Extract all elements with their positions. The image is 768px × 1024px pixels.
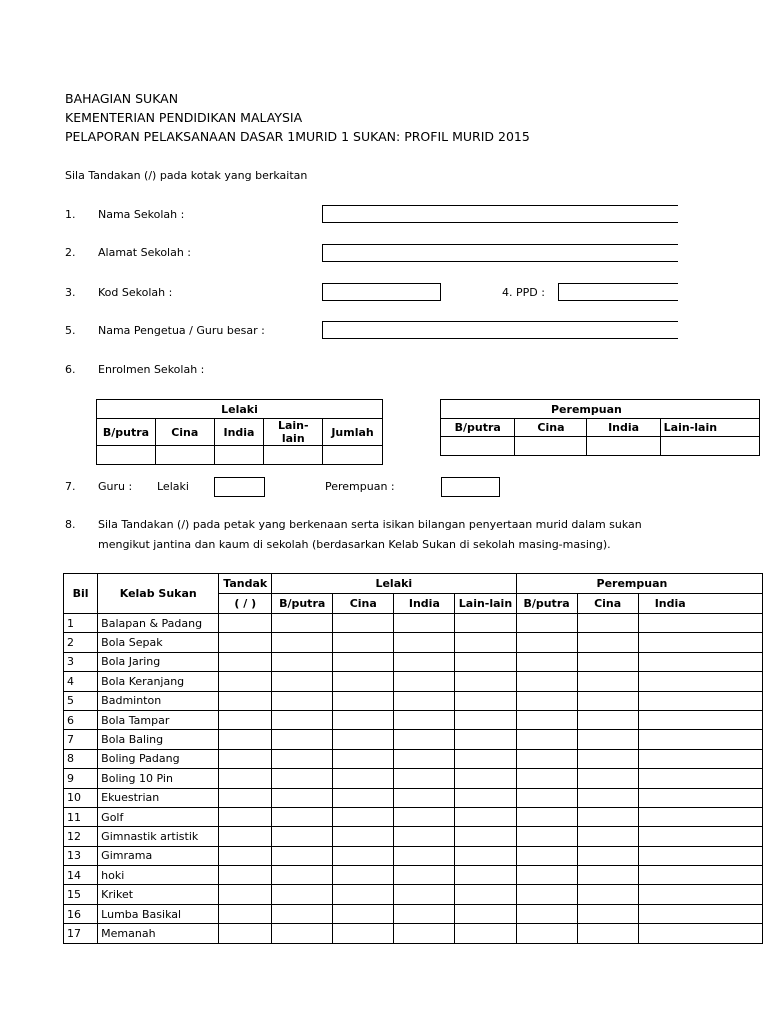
row-male-cina-cell[interactable] <box>333 614 394 633</box>
enrolment-female-col: Cina <box>515 419 587 437</box>
row-male-lainlain-cell[interactable] <box>455 614 516 633</box>
enrolment-male-title: Lelaki <box>97 400 383 419</box>
header-line-3: PELAPORAN PELAKSANAAN DASAR 1MURID 1 SUKAN: PROFIL MURID 2015 <box>65 129 530 144</box>
row-tandak-cell[interactable] <box>219 866 272 885</box>
row-female-bputra-cell[interactable] <box>516 846 577 865</box>
row-kelab-sukan: Boling 10 Pin <box>98 769 219 788</box>
row-tandak-cell[interactable] <box>219 924 272 943</box>
row-male-bputra-cell[interactable] <box>272 769 333 788</box>
q7-number: 7. <box>65 480 76 493</box>
row-male-cina-cell[interactable] <box>333 788 394 807</box>
row-male-lainlain-cell[interactable] <box>455 749 516 768</box>
row-male-lainlain-cell[interactable] <box>455 710 516 729</box>
row-bil: 17 <box>64 924 98 943</box>
row-male-bputra-cell[interactable] <box>272 633 333 652</box>
row-male-india-cell[interactable] <box>394 866 455 885</box>
enrolment-female-col: Lain-lain <box>660 419 759 437</box>
row-male-lainlain-cell[interactable] <box>455 730 516 749</box>
row-female-india-cell[interactable] <box>638 652 762 671</box>
row-male-bputra-cell[interactable] <box>272 924 333 943</box>
table-row <box>64 710 763 729</box>
enrolment-female-col: B/putra <box>441 419 515 437</box>
table-row <box>64 769 763 788</box>
row-female-india-cell[interactable] <box>638 672 762 691</box>
row-male-india-cell[interactable] <box>394 633 455 652</box>
enrolment-male-col: Cina <box>155 419 214 446</box>
enrolment-female-cell[interactable] <box>515 437 587 456</box>
row-male-cina-cell[interactable] <box>333 710 394 729</box>
col-header-kelab: Kelab Sukan <box>98 574 219 614</box>
row-tandak-cell[interactable] <box>219 691 272 710</box>
row-kelab-sukan: Badminton <box>98 691 219 710</box>
table-row <box>64 749 763 768</box>
header-line-2: KEMENTERIAN PENDIDIKAN MALAYSIA <box>65 110 303 125</box>
row-male-bputra-cell[interactable] <box>272 866 333 885</box>
table-row <box>64 904 763 923</box>
row-male-india-cell[interactable] <box>394 807 455 826</box>
table-row <box>64 730 763 749</box>
row-female-india-cell[interactable] <box>638 614 762 633</box>
row-male-bputra-cell[interactable] <box>272 730 333 749</box>
row-male-lainlain-cell[interactable] <box>455 652 516 671</box>
row-female-cina-cell[interactable] <box>577 710 638 729</box>
school-code-field[interactable] <box>322 283 441 301</box>
row-female-bputra-cell[interactable] <box>516 924 577 943</box>
row-tandak-cell[interactable] <box>219 904 272 923</box>
row-female-india-cell[interactable] <box>638 846 762 865</box>
table-row <box>64 807 763 826</box>
row-male-cina-cell[interactable] <box>333 672 394 691</box>
row-male-bputra-cell[interactable] <box>272 827 333 846</box>
enrolment-male-cell[interactable] <box>323 446 383 465</box>
table-row <box>64 788 763 807</box>
row-female-bputra-cell[interactable] <box>516 904 577 923</box>
q6-label: Enrolmen Sekolah : <box>98 363 205 376</box>
row-male-bputra-cell[interactable] <box>272 807 333 826</box>
col-header-female-sub: B/putra <box>516 594 577 614</box>
row-male-cina-cell[interactable] <box>333 730 394 749</box>
row-female-cina-cell[interactable] <box>577 633 638 652</box>
row-male-bputra-cell[interactable] <box>272 885 333 904</box>
row-female-india-cell[interactable] <box>638 691 762 710</box>
q5-number: 5. <box>65 324 76 337</box>
row-male-bputra-cell[interactable] <box>272 614 333 633</box>
table-row <box>64 846 763 865</box>
q3-label: Kod Sekolah : <box>98 286 173 299</box>
row-kelab-sukan: Bola Tampar <box>98 710 219 729</box>
row-bil: 16 <box>64 904 98 923</box>
row-male-lainlain-cell[interactable] <box>455 672 516 691</box>
row-tandak-cell[interactable] <box>219 769 272 788</box>
row-kelab-sukan: Bola Sepak <box>98 633 219 652</box>
row-tandak-cell[interactable] <box>219 652 272 671</box>
enrolment-male-col: Lain-lain <box>264 419 323 446</box>
row-bil: 6 <box>64 710 98 729</box>
row-kelab-sukan: Lumba Basikal <box>98 904 219 923</box>
row-male-lainlain-cell[interactable] <box>455 904 516 923</box>
row-female-cina-cell[interactable] <box>577 672 638 691</box>
row-male-cina-cell[interactable] <box>333 846 394 865</box>
row-bil: 10 <box>64 788 98 807</box>
row-male-cina-cell[interactable] <box>333 904 394 923</box>
row-female-bputra-cell[interactable] <box>516 652 577 671</box>
row-bil: 13 <box>64 846 98 865</box>
col-header-male-sub: India <box>394 594 455 614</box>
row-male-india-cell[interactable] <box>394 749 455 768</box>
sports-table <box>63 573 763 944</box>
row-female-cina-cell[interactable] <box>577 846 638 865</box>
row-female-bputra-cell[interactable] <box>516 827 577 846</box>
row-male-india-cell[interactable] <box>394 710 455 729</box>
q1-label: Nama Sekolah : <box>98 208 185 221</box>
col-header-tandak-mark: ( / ) <box>219 594 272 614</box>
row-bil: 7 <box>64 730 98 749</box>
row-female-india-cell[interactable] <box>638 769 762 788</box>
row-female-cina-cell[interactable] <box>577 788 638 807</box>
header-line-1: BAHAGIAN SUKAN <box>65 91 179 106</box>
row-female-india-cell[interactable] <box>638 885 762 904</box>
row-male-cina-cell[interactable] <box>333 749 394 768</box>
teacher-male-field[interactable] <box>214 477 265 497</box>
q2-label: Alamat Sekolah : <box>98 246 192 259</box>
row-female-india-cell[interactable] <box>638 730 762 749</box>
row-tandak-cell[interactable] <box>219 730 272 749</box>
row-male-lainlain-cell[interactable] <box>455 885 516 904</box>
table-row <box>64 691 763 710</box>
enrolment-female-cell[interactable] <box>587 437 660 456</box>
row-male-india-cell[interactable] <box>394 691 455 710</box>
row-bil: 9 <box>64 769 98 788</box>
row-bil: 1 <box>64 614 98 633</box>
row-female-india-cell[interactable] <box>638 710 762 729</box>
row-male-bputra-cell[interactable] <box>272 846 333 865</box>
row-kelab-sukan: Bola Baling <box>98 730 219 749</box>
enrolment-male-cell[interactable] <box>97 446 156 465</box>
row-bil: 4 <box>64 672 98 691</box>
table-row <box>64 614 763 633</box>
row-male-cina-cell[interactable] <box>333 691 394 710</box>
row-male-india-cell[interactable] <box>394 846 455 865</box>
col-header-female-sub: India <box>638 594 762 614</box>
row-kelab-sukan: Gimnastik artistik <box>98 827 219 846</box>
row-male-bputra-cell[interactable] <box>272 710 333 729</box>
enrolment-female-cell[interactable] <box>441 437 515 456</box>
row-tandak-cell[interactable] <box>219 846 272 865</box>
row-tandak-cell[interactable] <box>219 807 272 826</box>
q6-number: 6. <box>65 363 76 376</box>
row-female-cina-cell[interactable] <box>577 827 638 846</box>
row-female-india-cell[interactable] <box>638 788 762 807</box>
row-female-bputra-cell[interactable] <box>516 769 577 788</box>
row-male-bputra-cell[interactable] <box>272 788 333 807</box>
row-male-bputra-cell[interactable] <box>272 672 333 691</box>
instruction-text: Sila Tandakan (/) pada kotak yang berkaitan <box>65 169 308 182</box>
row-female-bputra-cell[interactable] <box>516 691 577 710</box>
row-female-cina-cell[interactable] <box>577 904 638 923</box>
row-male-cina-cell[interactable] <box>333 885 394 904</box>
q5-label: Nama Pengetua / Guru besar : <box>98 324 265 337</box>
row-male-india-cell[interactable] <box>394 885 455 904</box>
row-male-cina-cell[interactable] <box>333 769 394 788</box>
row-male-cina-cell[interactable] <box>333 652 394 671</box>
row-female-bputra-cell[interactable] <box>516 749 577 768</box>
col-header-male-sub: Cina <box>333 594 394 614</box>
q8-text-line-2: mengikut jantina dan kaum di sekolah (berdasarkan Kelab Sukan di sekolah masing-masing). <box>98 538 611 551</box>
row-female-cina-cell[interactable] <box>577 924 638 943</box>
q7-female-label: Perempuan : <box>325 480 395 493</box>
row-tandak-cell[interactable] <box>219 710 272 729</box>
q3-number: 3. <box>65 286 76 299</box>
row-female-bputra-cell[interactable] <box>516 788 577 807</box>
table-row <box>64 672 763 691</box>
row-female-india-cell[interactable] <box>638 866 762 885</box>
q2-number: 2. <box>65 246 76 259</box>
col-header-perempuan: Perempuan <box>516 574 762 594</box>
row-male-bputra-cell[interactable] <box>272 904 333 923</box>
row-female-cina-cell[interactable] <box>577 614 638 633</box>
row-kelab-sukan: Ekuestrian <box>98 788 219 807</box>
row-tandak-cell[interactable] <box>219 788 272 807</box>
row-bil: 15 <box>64 885 98 904</box>
row-female-cina-cell[interactable] <box>577 866 638 885</box>
row-kelab-sukan: Kriket <box>98 885 219 904</box>
table-row <box>64 633 763 652</box>
row-female-bputra-cell[interactable] <box>516 730 577 749</box>
row-male-cina-cell[interactable] <box>333 866 394 885</box>
q8-number: 8. <box>65 518 76 531</box>
row-male-lainlain-cell[interactable] <box>455 691 516 710</box>
row-kelab-sukan: Memanah <box>98 924 219 943</box>
enrolment-female-title: Perempuan <box>441 400 760 419</box>
row-male-lainlain-cell[interactable] <box>455 769 516 788</box>
enrolment-female-wrapper <box>440 399 718 459</box>
row-female-cina-cell[interactable] <box>577 769 638 788</box>
row-male-india-cell[interactable] <box>394 924 455 943</box>
row-bil: 5 <box>64 691 98 710</box>
row-female-bputra-cell[interactable] <box>516 885 577 904</box>
row-tandak-cell[interactable] <box>219 827 272 846</box>
row-female-bputra-cell[interactable] <box>516 614 577 633</box>
enrolment-male-cell[interactable] <box>264 446 323 465</box>
q7-male-label: Lelaki <box>157 480 189 493</box>
row-tandak-cell[interactable] <box>219 614 272 633</box>
enrolment-male-col: B/putra <box>97 419 156 446</box>
row-male-india-cell[interactable] <box>394 614 455 633</box>
row-kelab-sukan: Bola Keranjang <box>98 672 219 691</box>
row-male-india-cell[interactable] <box>394 904 455 923</box>
row-male-india-cell[interactable] <box>394 730 455 749</box>
col-header-bil: Bil <box>64 574 98 614</box>
row-male-india-cell[interactable] <box>394 672 455 691</box>
col-header-tandak: Tandak <box>219 574 272 594</box>
enrolment-male-col: Jumlah <box>323 419 383 446</box>
row-female-cina-cell[interactable] <box>577 730 638 749</box>
row-female-india-cell[interactable] <box>638 827 762 846</box>
teacher-female-field[interactable] <box>441 477 500 497</box>
row-bil: 2 <box>64 633 98 652</box>
row-female-cina-cell[interactable] <box>577 885 638 904</box>
row-male-lainlain-cell[interactable] <box>455 924 516 943</box>
q1-number: 1. <box>65 208 76 221</box>
row-tandak-cell[interactable] <box>219 633 272 652</box>
row-female-cina-cell[interactable] <box>577 652 638 671</box>
row-male-cina-cell[interactable] <box>333 633 394 652</box>
sports-table-wrapper <box>63 573 686 944</box>
row-kelab-sukan: Gimrama <box>98 846 219 865</box>
row-male-lainlain-cell[interactable] <box>455 807 516 826</box>
row-female-india-cell[interactable] <box>638 749 762 768</box>
q4-label: 4. PPD : <box>502 286 545 299</box>
row-male-lainlain-cell[interactable] <box>455 866 516 885</box>
row-kelab-sukan: hoki <box>98 866 219 885</box>
row-female-bputra-cell[interactable] <box>516 672 577 691</box>
school-name-field[interactable] <box>322 205 678 223</box>
col-header-male-sub: B/putra <box>272 594 333 614</box>
row-kelab-sukan: Boling Padang <box>98 749 219 768</box>
row-female-india-cell[interactable] <box>638 807 762 826</box>
q7-label: Guru : <box>98 480 133 493</box>
col-header-male-sub: Lain-lain <box>455 594 516 614</box>
row-female-cina-cell[interactable] <box>577 807 638 826</box>
row-male-india-cell[interactable] <box>394 788 455 807</box>
row-female-bputra-cell[interactable] <box>516 807 577 826</box>
row-male-lainlain-cell[interactable] <box>455 827 516 846</box>
row-bil: 3 <box>64 652 98 671</box>
enrolment-male-col: India <box>214 419 264 446</box>
enrolment-male-table <box>96 399 383 465</box>
row-bil: 8 <box>64 749 98 768</box>
row-kelab-sukan: Golf <box>98 807 219 826</box>
row-male-india-cell[interactable] <box>394 769 455 788</box>
row-male-cina-cell[interactable] <box>333 924 394 943</box>
row-female-bputra-cell[interactable] <box>516 633 577 652</box>
q8-text-line-1: Sila Tandakan (/) pada petak yang berkenaan serta isikan bilangan penyertaan murid dalam sukan <box>98 518 642 531</box>
row-bil: 14 <box>64 866 98 885</box>
row-male-lainlain-cell[interactable] <box>455 633 516 652</box>
row-female-cina-cell[interactable] <box>577 749 638 768</box>
enrolment-male-cell[interactable] <box>214 446 264 465</box>
row-male-bputra-cell[interactable] <box>272 652 333 671</box>
school-address-field[interactable] <box>322 244 678 262</box>
principal-name-field[interactable] <box>322 321 678 339</box>
ppd-field[interactable] <box>558 283 678 301</box>
row-tandak-cell[interactable] <box>219 885 272 904</box>
row-tandak-cell[interactable] <box>219 672 272 691</box>
row-bil: 11 <box>64 807 98 826</box>
row-male-cina-cell[interactable] <box>333 827 394 846</box>
row-female-bputra-cell[interactable] <box>516 710 577 729</box>
enrolment-male-cell[interactable] <box>155 446 214 465</box>
col-header-female-sub: Cina <box>577 594 638 614</box>
row-male-lainlain-cell[interactable] <box>455 846 516 865</box>
row-female-india-cell[interactable] <box>638 904 762 923</box>
col-header-lelaki: Lelaki <box>272 574 516 594</box>
row-male-india-cell[interactable] <box>394 827 455 846</box>
row-kelab-sukan: Bola Jaring <box>98 652 219 671</box>
row-female-india-cell[interactable] <box>638 633 762 652</box>
table-row <box>64 866 763 885</box>
table-row <box>64 885 763 904</box>
row-bil: 12 <box>64 827 98 846</box>
row-female-bputra-cell[interactable] <box>516 866 577 885</box>
row-male-lainlain-cell[interactable] <box>455 788 516 807</box>
row-female-india-cell[interactable] <box>638 924 762 943</box>
enrolment-female-cell[interactable] <box>660 437 759 456</box>
row-tandak-cell[interactable] <box>219 749 272 768</box>
table-row <box>64 827 763 846</box>
row-kelab-sukan: Balapan & Padang <box>98 614 219 633</box>
table-row <box>64 652 763 671</box>
table-row <box>64 924 763 943</box>
enrolment-female-col: India <box>587 419 660 437</box>
row-male-bputra-cell[interactable] <box>272 691 333 710</box>
enrolment-female-table <box>440 399 760 456</box>
row-male-cina-cell[interactable] <box>333 807 394 826</box>
row-male-india-cell[interactable] <box>394 652 455 671</box>
row-female-cina-cell[interactable] <box>577 691 638 710</box>
row-male-bputra-cell[interactable] <box>272 749 333 768</box>
